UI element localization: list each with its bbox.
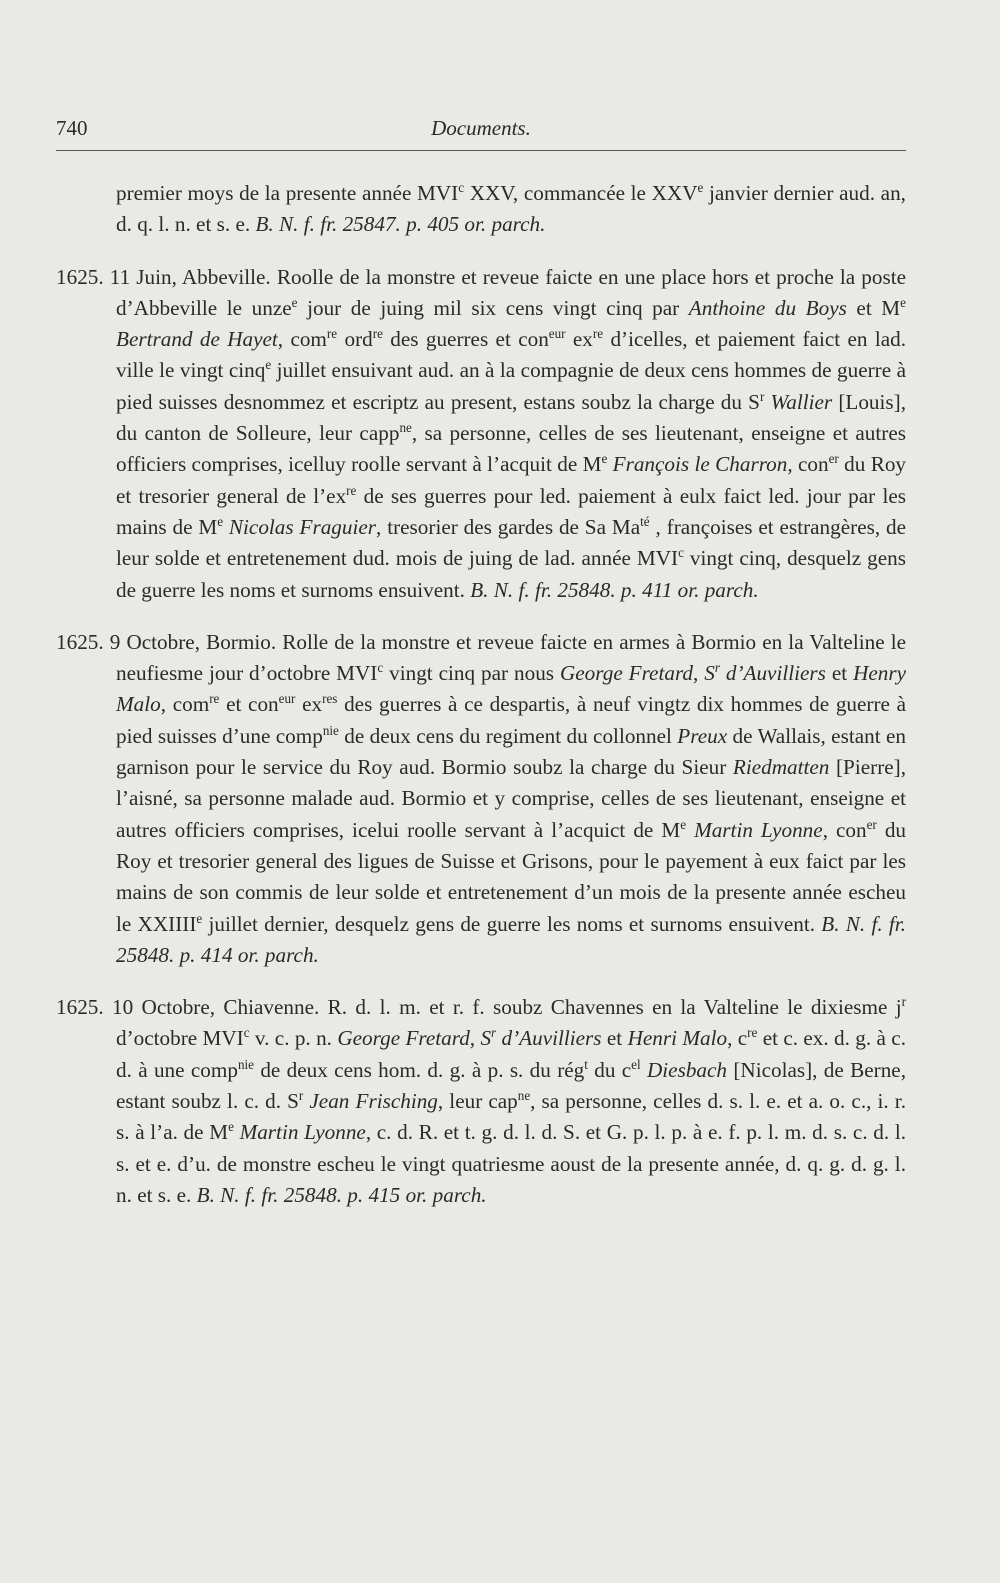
document-entry-1625-06-11: 1625. 11 Juin, Abbeville. Roolle de la monstre et reveue faicte en une place hors et proche la poste d’Abbeville le unze$^e$ jour de juing mil six cens vingt cinq par Anthoine du Boys et Me Bertrand de Hayet, com$^{re}$ ord$^{re}$ des guerres et con$^{eur}$ $ex^{re}$ d’icelles, et paiement faict en lad. ville le vingt cinq$^e$ juillet ensuivant aud. an à la compagnie de deux cens hommes de guerre à pied suisses desnommez et escriptz au present, estans soubz la charge du $S^r$ Wallier [Louis], du canton de Solleure, leur capp$^{ne}$, sa personne, celles de ses lieutenant, enseigne et autres officiers comprises, icelluy roolle servant à l’acquit de Me François le Charron, con$^{er}$ du Roy et tresorier general de $l’ex^{re}$ de ses guerres pour led. paiement à eulx faict led. jour par les mains de Me Nicolas Fraguier, tresorier des gardes de Sa $Ma^{té}$ , françoises et estrangères, de leur solde et entretenement dud. mois de juing de lad. année MVI$^c$ vingt cinq, desquelz gens de guerre les noms et surnoms ensuivent. B. N. f. fr. 25848. p. 411 or. parch. [56,264,907,602]
running-title: Documents. [431,116,531,140]
document-entry-continuation: premier moys de la presente année MVI$^c$ XXV, commancée le XXVe janvier dernier aud. an, d. q. l. n. et s. e. B. N. f. fr. 25847. p. 405 or. parch. [116,179,906,237]
document-body [56,178,906,1232]
document-entry-1625-10-10: 1625. 10 Octobre, Chiavenne. R. d. l. m. et r. f. soubz Chavennes en la Valteline le dixiesme $j^r$ d’octobre MVI$^c$ v. c. p. n. George Fretard, $S^r$ d’Auvilliers et Henri Malo, $c^{re}$ et c. ex. d. g. à c. d. à une comp$^{nie}$ de deux cens hom. d. g. à p. s. du rég$^t$ du $c^{el}$ Diesbach [Nicolas], de Berne, estant soubz l. c. d. $S^r$ Jean Frisching, leur cap$^{ne}$, sa personne, celles d. s. l. e. et a. o. c., i. r. s. à l’a. de Me Martin Lyonne, c. d. R. et t. g. d. l. d. S. et G. p. l. p. à e. f. p. l. m. d. s. c. d. l. s. et e. d’u. de monstre escheu le vingt quatriesme aoust de la presente année, d. q. g. d. g. l. n. et s. e. B. N. f. fr. 25848. p. 415 or. parch. [56,993,907,1207]
page-header [56,116,906,151]
document-entry-1625-10-09: 1625. 9 Octobre, Bormio. Rolle de la monstre et reveue faicte en armes à Bormio en la Valteline le neufiesme jour d’octobre MVI$^c$ vingt cinq par nous George Fretard, $S^r$ d’Auvilliers et Henry Malo, com$^{re}$ et con$^{eur}$ $ex^{res}$ des guerres à ce despartis, à neuf vingtz dix hommes de guerre à pied suisses d’une comp$^{nie}$ de deux cens du regiment du collonnel Preux de Wallais, estant en garnison pour le service du Roy aud. Bormio soubz la charge du Sieur Riedmatten [Pierre], l’aisné, sa personne malade aud. Bormio et y comprise, celles de ses lieutenant, enseigne et autres officiers comprises, icelui roolle servant à l’acquict de Me Martin Lyonne, con$^{er}$ du Roy et tresorier general des ligues de Suisse et Grisons, pour le payement à eux faict par les mains de son commis de leur solde et entretenement d’un mois de la presente année escheu le XXIIIIe juillet dernier, desquelz gens de guerre les noms et surnoms ensuivent. B. N. f. fr. 25848. p. 414 or. parch. [56,629,907,967]
page-number: 740 [56,116,88,140]
